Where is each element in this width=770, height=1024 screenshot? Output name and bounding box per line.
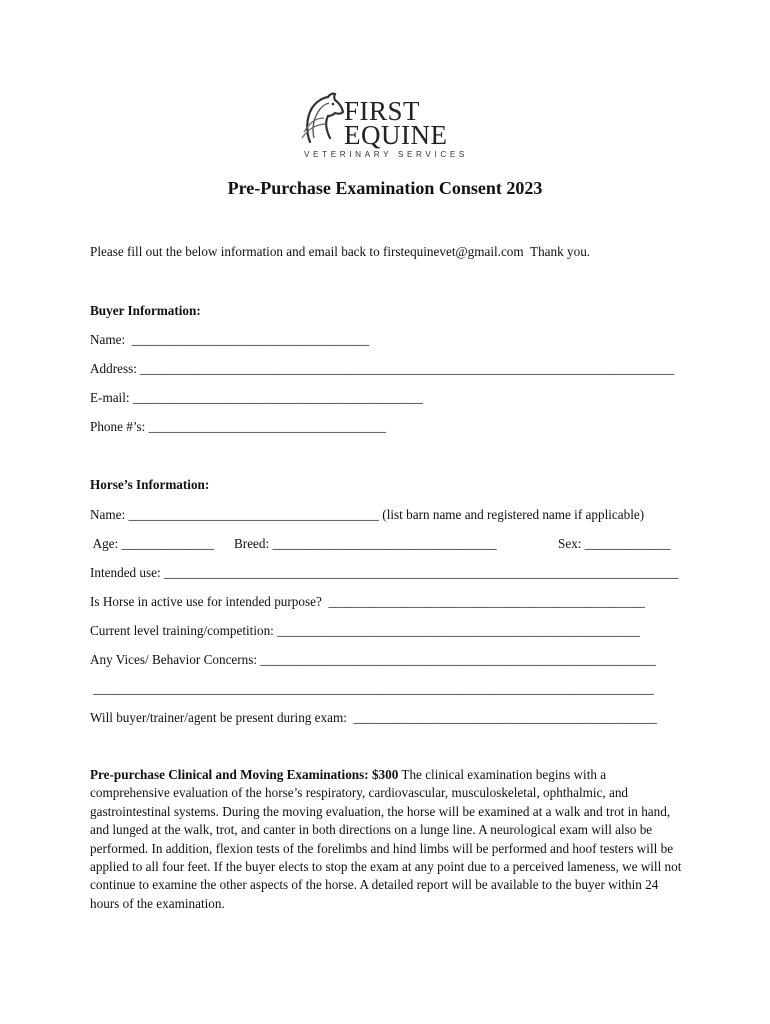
horse-head-icon — [300, 92, 346, 148]
buyer-email-field[interactable]: E-mail: ____________________________________________ — [90, 390, 423, 405]
horse-name-field[interactable]: Name: ______________________________________ (list barn name and registered name if applicable) — [90, 507, 645, 522]
buyer-phone-field[interactable]: Phone #’s: ____________________________________ — [90, 419, 386, 434]
exam-description — [90, 766, 682, 913]
exam-heading: Pre-purchase Clinical and Moving Examinations: $300 — [90, 767, 399, 782]
vices-field[interactable]: Any Vices/ Behavior Concerns: ____________________________________________________________ — [90, 652, 656, 667]
vices-continuation-line[interactable]: _____________________________________________________________________________________ — [90, 681, 654, 696]
horse-age-field[interactable]: Age: ______________ — [90, 536, 214, 551]
buyer-present-field[interactable]: Will buyer/trainer/agent be present during exam: ______________________________________________ — [90, 710, 657, 725]
buyer-name-field[interactable]: Name: ____________________________________ — [90, 332, 370, 347]
exam-body: The clinical examination begins with a comprehensive evaluation of the horse’s respiratory, cardiovascular, musculoskeletal, ophthalmic, and gastrointestinal systems. During the moving evaluation, the horse will be examined at a walk and trot in hand, and lunged at the walk, trot, and canter in both directions on a lunge line. A neurological exam will also be performed. In addition, flexion tests of the forelimbs and hind limbs will be performed and hoof testers will be applied to all four feet. If the buyer elects to stop the exam at any point due to a perceived lameness, we will not continue to examine the other aspects of the horse. A detailed report will be available to the buyer within 24 hours of the examination. — [90, 767, 682, 911]
buyer-address-field[interactable]: Address: _________________________________________________________________________________ — [90, 361, 675, 376]
horse-sex-field[interactable]: Sex: _____________ — [558, 536, 671, 551]
logo-word-first: FIRST — [344, 96, 421, 126]
intro-text: Please fill out the below information and email back to firstequinevet@gmail.com Thank you. — [90, 244, 591, 259]
horse-breed-field[interactable]: Breed: __________________________________ — [234, 536, 497, 551]
logo-tagline: VETERINARY SERVICES — [304, 150, 468, 159]
horse-heading: Horse’s Information: — [90, 477, 210, 492]
first-equine-logo — [300, 92, 475, 162]
buyer-heading: Buyer Information: — [90, 303, 201, 318]
page-title: Pre-Purchase Examination Consent 2023 — [227, 178, 543, 198]
logo-word-equine: EQUINE — [344, 120, 448, 150]
training-level-field[interactable]: Current level training/competition: _______________________________________________________ — [90, 623, 640, 638]
intended-use-field[interactable]: Intended use: ______________________________________________________________________________ — [90, 565, 679, 580]
active-use-field[interactable]: Is Horse in active use for intended purpose? ________________________________________________ — [90, 594, 645, 609]
